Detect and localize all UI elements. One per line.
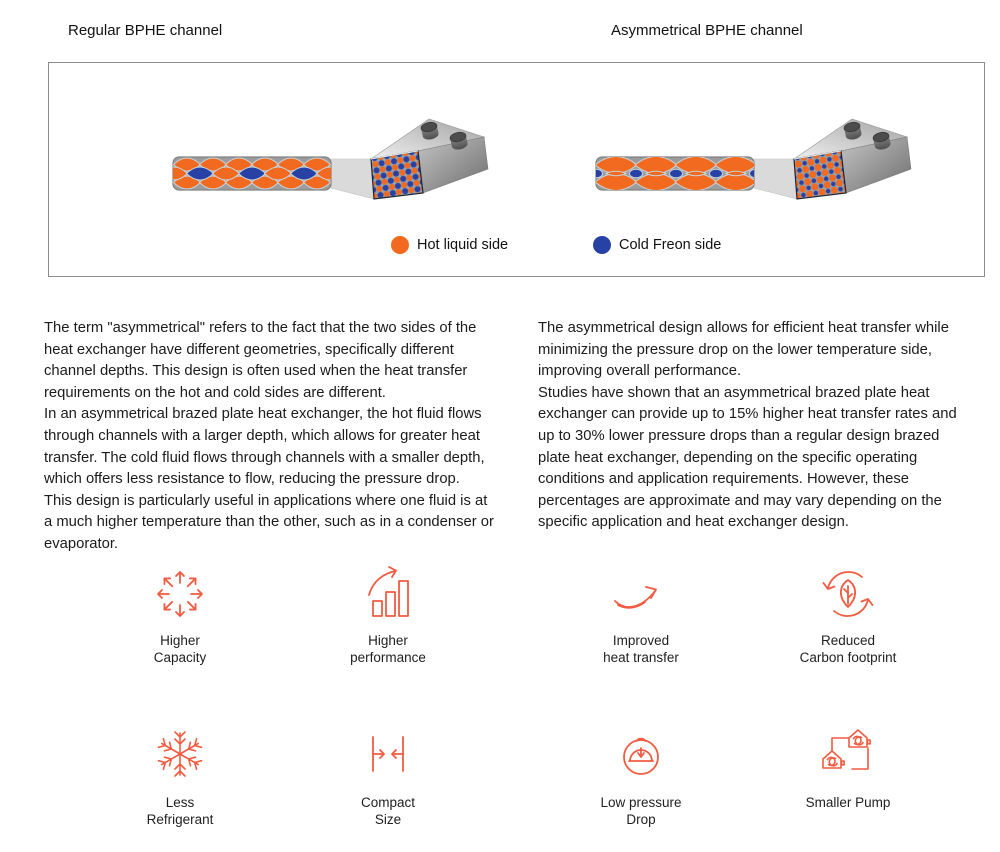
- compress-icon: [358, 720, 418, 788]
- benefit-higher-capacity: [90, 562, 270, 666]
- regular-channel-title: Regular BPHE channel: [68, 22, 223, 39]
- benefit-label: Less Refrigerant: [146, 795, 214, 827]
- paragraph: The term "asymmetrical" refers to the fact that the two sides of the heat exchanger have different geometries, specifically different channel depths. This design is often used when the heat transfer requirements on the hot and cold sides are different.: [44, 320, 477, 401]
- benefit-improved-heat-transfer: [551, 562, 731, 666]
- cold-dot-icon: [593, 236, 611, 254]
- benefit-compact-size: [298, 720, 478, 828]
- benefit-label: Compact Size: [360, 795, 416, 827]
- benefit-low-pressure-drop: [551, 720, 731, 828]
- benefit-higher-performance: [298, 562, 478, 666]
- right-text-column: [538, 318, 972, 534]
- curved-arrow-icon: [609, 562, 673, 626]
- pressure-gauge-down-icon: [609, 720, 673, 788]
- channel-comparison-panel: [48, 62, 985, 277]
- hot-dot-icon: [391, 236, 409, 254]
- snowflake-icon: [150, 720, 210, 788]
- asymmetrical-channel-illustration: [594, 106, 924, 221]
- benefit-label: Improved heat transfer: [603, 633, 679, 665]
- bar-chart-growth-icon: [358, 562, 418, 626]
- expand-arrows-icon: [150, 562, 210, 626]
- benefit-label: Smaller Pump: [805, 795, 891, 810]
- benefit-label: Low pressure Drop: [600, 795, 682, 827]
- benefit-label: Reduced Carbon footprint: [799, 633, 897, 665]
- dual-pump-icon: [818, 720, 878, 788]
- regular-channel-illustration: [171, 106, 501, 221]
- benefit-label: Higher Capacity: [153, 633, 207, 665]
- asymmetrical-channel-title: Asymmetrical BPHE channel: [611, 22, 803, 39]
- benefit-less-refrigerant: [90, 720, 270, 828]
- legend-cold-label: Cold Freon side: [619, 237, 722, 253]
- paragraph: The asymmetrical design allows for efficient heat transfer while minimizing the pressure drop on the lower temperature side, improving overall performance.: [538, 320, 949, 380]
- benefit-label: Higher performance: [350, 633, 426, 665]
- paragraph: Studies have shown that an asymmetrical brazed plate heat exchanger can provide up to 15% higher heat transfer rates and up to 30% lower pressure drops than a regular design brazed plate heat exchanger, depending on the specific operating conditions and application requirements. However, these percentages are approximate and may vary depending on the specific application and heat exchanger design.: [538, 384, 957, 531]
- paragraph: In an asymmetrical brazed plate heat exchanger, the hot fluid flows through channels with a larger depth, which allows for greater heat transfer. The cold fluid flows through channels with a smaller depth, which offers less resistance to flow, reducing the pressure drop.: [44, 406, 485, 488]
- left-text-column: [44, 318, 496, 556]
- benefit-reduced-carbon-footprint: [758, 562, 938, 666]
- leaf-recycle-icon: [818, 562, 878, 626]
- legend-cold-freon: [593, 235, 721, 255]
- legend-hot-label: Hot liquid side: [417, 237, 509, 253]
- benefit-smaller-pump: [758, 720, 938, 811]
- legend-hot-liquid: [391, 235, 508, 255]
- paragraph: This design is particularly useful in applications where one fluid is at a much higher temperature than the other, such as in a condenser or evaporator.: [44, 492, 494, 552]
